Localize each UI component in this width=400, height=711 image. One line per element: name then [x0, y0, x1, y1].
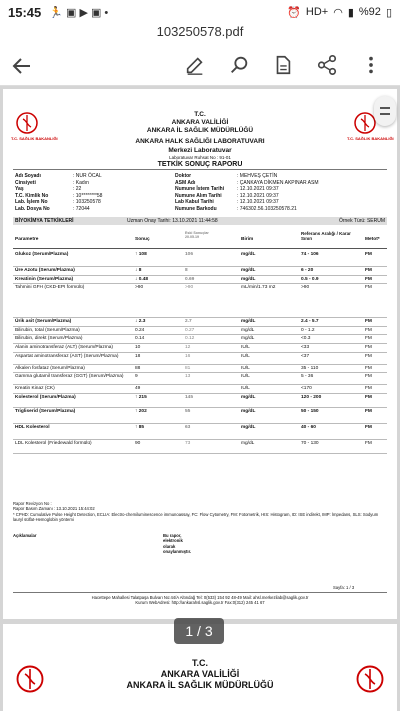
cell-ref: 50 - 150 — [301, 408, 319, 414]
info-row: Lab Kabul Tarihi : 12.10.2021 09:37 — [175, 199, 279, 206]
table-row — [13, 284, 387, 318]
cell-method: FM — [365, 374, 372, 380]
info-row: Numune İstem Tarihi : 12.10.2021 09:37 — [175, 186, 279, 193]
cell-result: 9 — [135, 374, 138, 380]
header-row: Parametre Sonuç Eski Sonuçlar 20.05.19 Birim Referans Aralığı / Karar Sınırı Metot* — [13, 229, 387, 249]
cell-ref: 74 - 106 — [301, 252, 319, 257]
cell-param: Üre Azotu (Serum/Plazma) — [15, 268, 75, 273]
table-row — [13, 440, 387, 454]
cell-param: Kreatinin (Serum/Plazma) — [15, 276, 74, 282]
cell-method: FM — [365, 344, 372, 350]
table-row — [13, 424, 387, 440]
sample-type: Örnek Türü: SERUM — [338, 218, 385, 224]
pdf-page-1 — [3, 89, 397, 619]
doc-icon[interactable] — [272, 54, 294, 76]
cell-method: FM — [365, 386, 372, 392]
cell-prev: 8 — [185, 268, 188, 273]
logo-left-text: T.C. SAĞLIK BAKANLIĞI — [11, 136, 58, 141]
cell-param: Bilirubin, total (Serum/Plazma) — [15, 327, 80, 333]
patient-info-right — [175, 173, 319, 213]
cell-result: ↑ 202 — [135, 408, 147, 414]
scroll-handle[interactable] — [374, 96, 396, 126]
cell-prev: 55 — [185, 408, 191, 414]
cell-param: LDL Kolesterol (Friedewald formülü) — [15, 440, 92, 446]
cell-method: FM — [365, 276, 372, 282]
cell-ref: <37 — [301, 353, 310, 359]
cell-param: Gamma glutamil transferaz (GGT) (Serum/Plazma) — [15, 374, 124, 380]
cell-result: ↓ 8 — [135, 268, 142, 273]
cell-unit: mg/dL — [241, 336, 255, 342]
status-bar — [0, 0, 400, 24]
cell-method: FM — [365, 353, 372, 359]
cell-unit: mg/dL — [241, 424, 256, 430]
divider — [13, 169, 387, 170]
cell-result: 88 — [135, 365, 141, 371]
cell-unit: mg/dL — [241, 319, 256, 325]
signal-icon: ▮ — [347, 6, 354, 19]
cell-param: Ürik asit (Serum/Plazma) — [15, 319, 72, 325]
page2-header-valilik: ANKARA VALİLİĞİ — [160, 669, 240, 679]
cell-result: 0.14 — [135, 336, 145, 342]
table-row — [13, 408, 387, 424]
table-row — [13, 394, 387, 408]
cell-result: 0.24 — [135, 327, 145, 333]
cell-method: FM — [365, 365, 372, 371]
cell-result: 49 — [135, 386, 141, 392]
e-approval-note: Bu rapor, elektronik olarak onaylanmıştır. — [163, 533, 192, 555]
battery-label: %92 — [358, 6, 381, 18]
cell-prev: 2.7 — [185, 319, 192, 325]
cell-method: FM — [365, 440, 372, 446]
address: Hacettepe Mahallesi Talatpaşa Bulvarı No:44/A Altındağ Tel: 0(533) 154 92 48-49 Mail: ahsl.merkezilab@saglik.gov.tr Kurum WebAdresi: http://ankarahsl.saglik.gov.tr Fax:0(312) 245 41 67 — [91, 595, 309, 606]
info-row: Adı Soyadı : NUR ÖCAL — [15, 173, 102, 179]
method-footnote: * CPHD: Cumulative Pulse Height Detection, ECLIA: Electro-chemiluminescence immunoassay, FC: Flow Cytometry, FM: Fotometrik, HIS: Histogram, ID: ISE indirekt, IMP: İmpedans, SLS: Sodyum lauryl sülfat-Hemoglobin yöntemi — [13, 511, 379, 523]
cell-unit: IU/L — [241, 344, 250, 350]
cell-ref: <170 — [301, 386, 312, 392]
section-title: BİYOKİMYA TETKİKLERİ — [15, 218, 74, 224]
cell-prev: 106 — [185, 252, 194, 257]
cell-param: Trigliserid (Serum/Plazma) — [15, 408, 76, 414]
table-row — [13, 344, 387, 353]
cell-result: ↓ 0.48 — [135, 276, 149, 282]
table-row — [13, 276, 387, 285]
pdf-toolbar — [0, 46, 400, 86]
cell-unit: mg/dL — [241, 408, 256, 414]
table-row — [13, 373, 387, 385]
info-row: Lab. Dosya No : 72044 — [15, 205, 90, 212]
cell-param: Bilirubin, direkt (Serum/Plazma) — [15, 336, 83, 342]
cell-param: Kolesterol (Serum/Plazma) — [15, 394, 76, 400]
approval-date: Uzman Onay Tarihi: 13.10.2021 11:44:58 — [127, 218, 218, 224]
cell-param: Alkalen fosfataz (Serum/Plazma) — [15, 365, 85, 371]
cell-ref: 120 - 200 — [301, 394, 322, 400]
header-ruhsat: Laboratuvar Ruhsat No : 91-01 — [169, 155, 231, 160]
cell-unit: mg/dL — [241, 394, 256, 400]
cell-ref: 2.4 - 5.7 — [301, 319, 319, 325]
cell-unit: mg/dL — [241, 327, 255, 333]
file-title: 103250578.pdf — [0, 24, 400, 46]
cell-prev: 12 — [185, 344, 191, 350]
header-merkezi: Merkezi Laboratuvar — [168, 147, 232, 154]
info-row: T.C. Kimlik No : 10********58 — [15, 192, 103, 199]
cell-unit: mg/dL — [241, 276, 256, 282]
cell-method: FM — [365, 327, 372, 333]
table-row — [13, 267, 387, 276]
cell-unit: mg/dL — [241, 252, 256, 257]
wifi-icon: ◠ — [333, 6, 343, 19]
alarm-icon: ⏰ — [287, 6, 301, 19]
cell-method: FM — [365, 285, 372, 291]
cell-ref: 0.5 - 0.9 — [301, 276, 319, 282]
cell-result: 90 — [135, 440, 141, 446]
cell-unit: mL/min/1.73 m2 — [241, 285, 276, 291]
results-table — [13, 251, 387, 454]
page2-header-tc: T.C. — [191, 658, 208, 668]
cell-prev: 145 — [185, 394, 194, 400]
report-info: Rapor Revizyon No : Rapor Basım Zamanı : 13.10.2021 15:44:02 * CPHD: Cumulative Pulse Height Detection, ECLIA: Electro-chemiluminescence immunoassay, FC: Flow Cytometry, FM: Fotometrik, HIS: Histogram, ID: ISE indirekt, IMP: İmpedans, SLS: Sodyum lauryl sülfat-Hemoglobin yöntemi — [13, 501, 385, 523]
cell-result: ↓ 2.3 — [135, 319, 146, 325]
cell-unit: mg/dL — [241, 440, 255, 446]
report-title: TETKİK SONUÇ RAPORU — [157, 161, 243, 168]
cell-ref: 70 - 130 — [301, 440, 319, 446]
cell-method: FM — [365, 252, 372, 257]
cell-ref: 0 - 1.2 — [301, 327, 315, 333]
network-label: HD+ — [305, 6, 329, 18]
section-bar — [13, 217, 387, 225]
share-icon[interactable] — [316, 54, 338, 76]
cell-param: Glukoz (Serum/Plazma) — [15, 252, 69, 257]
header-valilik: ANKARA VALİLİĞİ — [171, 119, 229, 126]
arrow-left-icon — [10, 54, 34, 78]
more-icon[interactable] — [360, 54, 382, 76]
notification-icons: 🏃 ▣ ▶ ▣ • — [49, 6, 109, 19]
cell-method: FM — [365, 319, 372, 325]
info-row: Lab. İşlem No : 103250578 — [15, 199, 101, 206]
notes: Açıklamalar Bu rapor, elektronik olarak onaylanmıştır. — [13, 533, 192, 555]
info-row: ASM Adı : ÇANKAYA DİKMEN AKPINAR ASM — [175, 179, 319, 186]
cell-method: FM — [365, 408, 372, 414]
cell-ref: <33 — [301, 344, 310, 350]
cell-ref: 5 - 36 — [301, 374, 314, 380]
cell-prev: >90 — [185, 285, 194, 291]
cell-unit: IU/L — [241, 374, 250, 380]
cell-method: FM — [365, 424, 372, 430]
cell-result: 18 — [135, 353, 141, 359]
cell-prev: 0.69 — [185, 276, 195, 282]
cell-prev: 0.12 — [185, 336, 195, 342]
status-right — [287, 6, 392, 19]
page-number: Sayfa: 1 / 3 — [333, 585, 355, 590]
cell-method: FM — [365, 394, 372, 400]
cell-method: FM — [365, 268, 372, 273]
table-row — [13, 327, 387, 336]
cell-result: ↑ 108 — [135, 252, 147, 257]
cell-unit: IU/L — [241, 365, 250, 371]
cell-result: ↑ 215 — [135, 394, 147, 400]
info-row: Cinsiyeti : Kadın — [15, 179, 89, 186]
cell-ref: >90 — [301, 285, 310, 291]
cell-result: >90 — [135, 285, 144, 291]
cell-unit: IU/L — [241, 386, 250, 392]
info-row: Doktor : MEHVEŞ ÇETİN — [175, 173, 278, 179]
edit-icon[interactable] — [184, 54, 206, 76]
divider — [13, 592, 387, 593]
cell-ref: 35 - 110 — [301, 365, 319, 371]
cell-unit: mg/dL — [241, 268, 256, 273]
cell-prev: 81 — [185, 365, 191, 371]
header-mudurluk: ANKARA İL SAĞLIK MÜDÜRLÜĞÜ — [146, 127, 254, 134]
page-indicator: 1 / 3 — [174, 618, 224, 644]
pdf-viewer[interactable] — [0, 86, 400, 711]
table-row — [13, 353, 387, 365]
battery-icon: ▯ — [385, 6, 392, 19]
cell-prev: 63 — [185, 424, 191, 430]
cell-method: FM — [365, 336, 372, 342]
table-row — [13, 335, 387, 344]
info-row: Numune Barkodu : 746302.56.103250578.21 — [175, 205, 297, 212]
cell-result: ↑ 85 — [135, 424, 145, 430]
cell-param: Alanin aminotransferaz (ALT) (Serum/Plazma) — [15, 344, 114, 350]
logo-right-text: T.C. SAĞLIK BAKANLIĞI — [347, 136, 394, 141]
table-row — [13, 318, 387, 327]
header-laboratuvar: ANKARA HALK SAĞLIĞI LABORATUVARI — [135, 138, 265, 145]
cell-ref: <0.3 — [301, 336, 311, 342]
table-row — [13, 251, 387, 267]
table-row — [13, 385, 387, 394]
page2-header-mudurluk: ANKARA İL SAĞLIK MÜDÜRLÜĞÜ — [126, 680, 274, 690]
cell-ref: 6 - 20 — [301, 268, 314, 273]
cell-param: HDL Kolesterol — [15, 424, 50, 430]
back-button[interactable] — [10, 54, 34, 78]
table-row — [13, 365, 387, 374]
cell-unit: IU/L — [241, 353, 250, 359]
cell-param: Aspartat aminotransferaz (AST) (Serum/Plazma) — [15, 353, 119, 359]
info-row: Numune Alım Tarihi : 12.10.2021 09:37 — [175, 192, 279, 199]
cell-param: Tahmini GFH (CKD-EPI formülü) — [15, 285, 85, 291]
cell-result: 10 — [135, 344, 141, 350]
cell-prev: 73 — [185, 440, 191, 446]
info-row: Yaş : 22 — [15, 186, 82, 193]
patient-info-left — [15, 173, 102, 213]
cell-ref: 40 - 60 — [301, 424, 316, 430]
header-tc: T.C. — [194, 111, 206, 118]
cell-param: Kreatin Kinaz (CK) — [15, 386, 55, 392]
column-headers — [13, 229, 387, 249]
cell-prev: 13 — [185, 374, 191, 380]
cell-prev: 0.27 — [185, 327, 195, 333]
cell-prev: 16 — [185, 353, 191, 359]
clock: 15:45 — [8, 4, 42, 20]
search-icon[interactable] — [228, 54, 250, 76]
